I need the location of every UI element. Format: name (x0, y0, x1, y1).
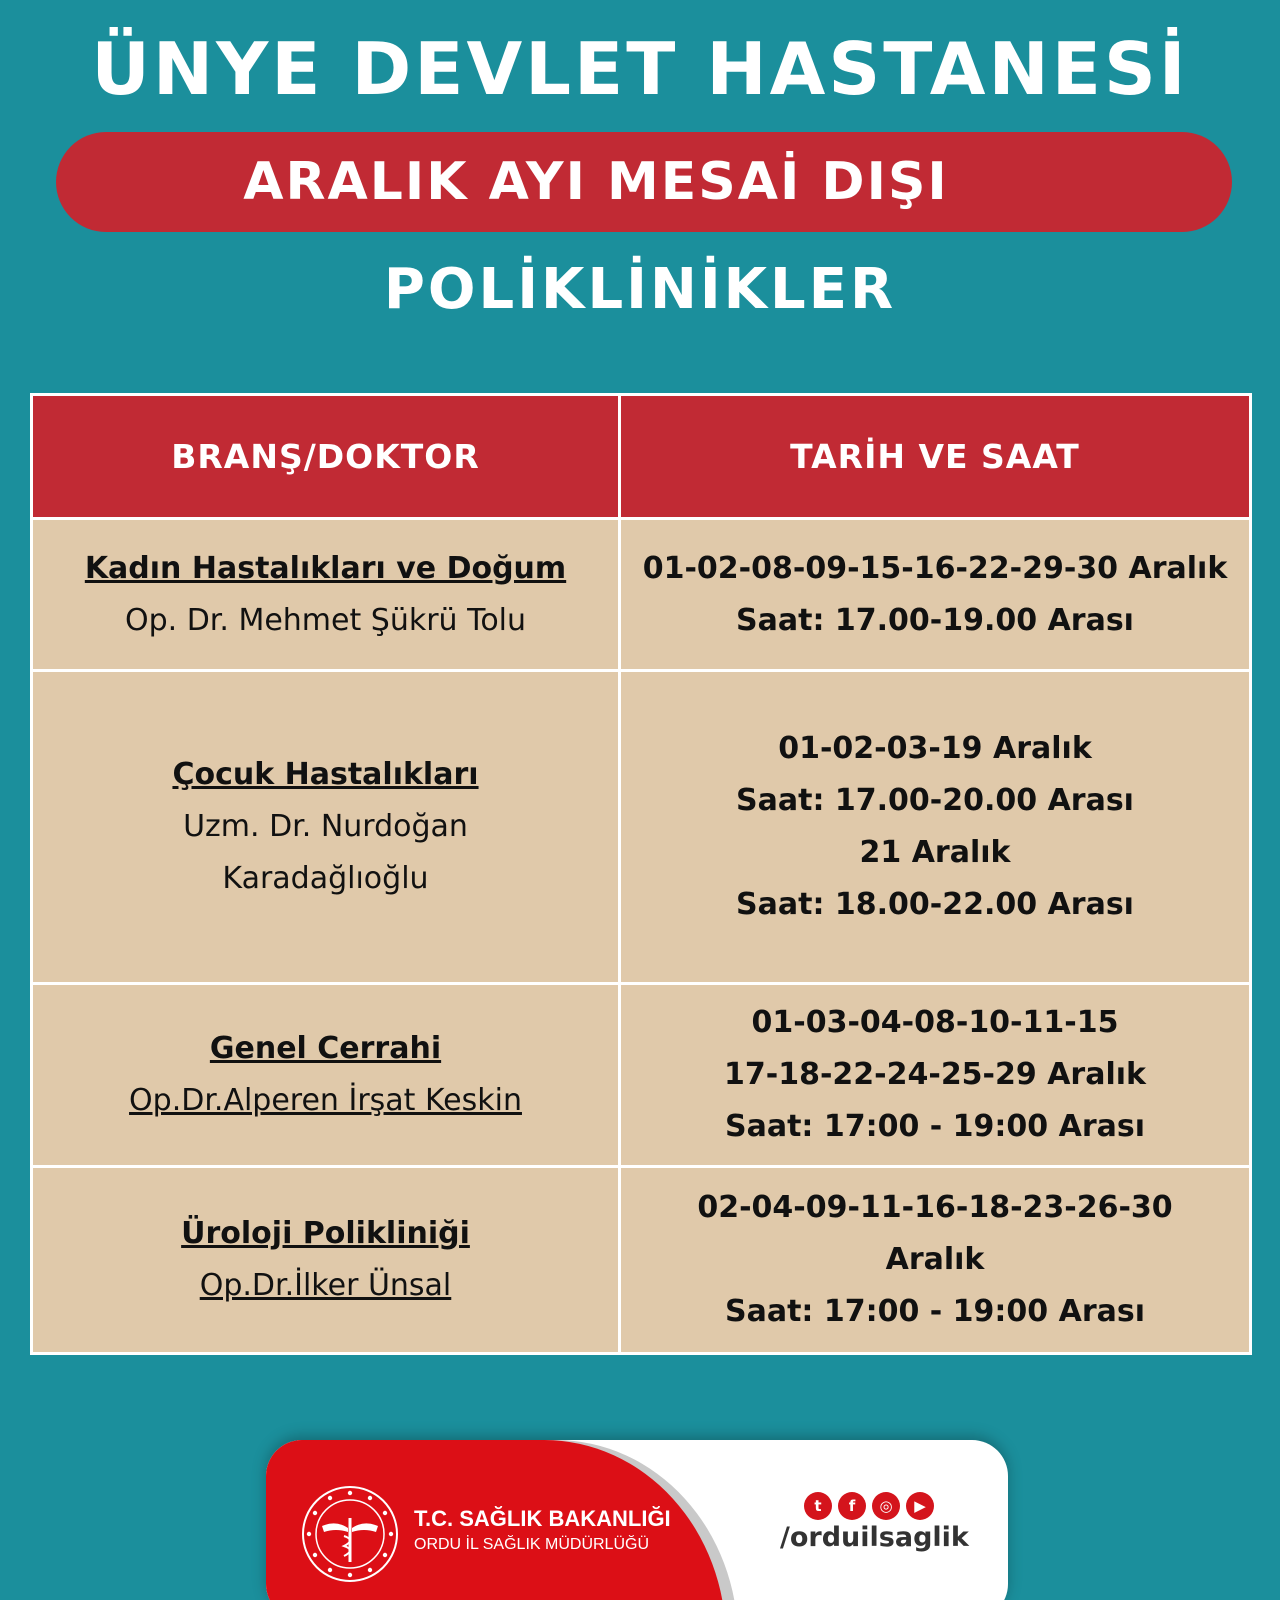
table-row (32, 984, 1251, 1167)
schedule-table (30, 393, 1252, 1355)
social-icons (804, 1492, 934, 1520)
table-row (32, 519, 1251, 671)
table-header-row (32, 395, 1251, 519)
facebook-icon[interactable]: f (838, 1492, 866, 1520)
column-header-branch: BRANŞ/DOKTOR (32, 395, 620, 519)
youtube-icon[interactable]: ▶ (906, 1492, 934, 1520)
schedule-dates: 01-02-08-09-15-16-22-29-30 Aralık (642, 550, 1228, 586)
ministry-emblem-icon (300, 1484, 400, 1584)
hospital-title: ÜNYE DEVLET HASTANESİ (91, 27, 1189, 111)
table-row (32, 1167, 1251, 1354)
schedule-hours: Saat: 17.00-19.00 Arası (736, 602, 1134, 638)
branch-name: Çocuk Hastalıkları (172, 757, 479, 792)
branch-name: Üroloji Polikliniği (181, 1216, 470, 1251)
schedule-cell (620, 984, 1251, 1167)
doctor-name-cont: Karadağlıoğlu (222, 861, 429, 896)
schedule-cell (620, 1167, 1251, 1354)
branch-cell (32, 519, 620, 671)
banner-text: ARALIK AYI MESAİ DIŞI (243, 152, 949, 212)
schedule-dates: 02-04-09-11-16-18-23-26-30 (697, 1190, 1173, 1225)
instagram-icon[interactable]: ◎ (872, 1492, 900, 1520)
banner-pill (56, 132, 1232, 232)
schedule-hours: Saat: 17.00-20.00 Arası (736, 783, 1134, 818)
doctor-name: Op.Dr.İlker Ünsal (199, 1268, 452, 1303)
branch-name: Genel Cerrahi (209, 1031, 442, 1066)
schedule-dates: 21 Aralık (859, 835, 1011, 870)
directorate-name: ORDU İL SAĞLIK MÜDÜRLÜĞÜ (414, 1536, 649, 1553)
schedule-hours: Saat: 18.00-22.00 Arası (736, 887, 1134, 922)
schedule-cell (620, 519, 1251, 671)
table-row (32, 671, 1251, 984)
branch-cell (32, 984, 620, 1167)
ministry-footer-card (266, 1440, 1008, 1600)
schedule-dates: 17-18-22-24-25-29 Aralık (724, 1057, 1146, 1092)
social-handle[interactable]: /orduilsaglik (780, 1522, 969, 1553)
column-header-schedule: TARİH VE SAAT (620, 395, 1251, 519)
doctor-name: Op.Dr.Alperen İrşat Keskin (129, 1083, 522, 1118)
schedule-cell (620, 671, 1251, 984)
schedule-dates: 01-02-03-19 Aralık (778, 731, 1092, 766)
doctor-name: Op. Dr. Mehmet Şükrü Tolu (124, 602, 527, 638)
doctor-name: Uzm. Dr. Nurdoğan (183, 809, 468, 844)
schedule-dates: 01-03-04-08-10-11-15 (751, 1005, 1119, 1040)
schedule-hours: Saat: 17:00 - 19:00 Arası (724, 1109, 1146, 1144)
ministry-name: T.C. SAĞLIK BAKANLIĞI (414, 1506, 671, 1531)
schedule-dates: Aralık (885, 1242, 985, 1277)
branch-cell (32, 1167, 620, 1354)
schedule-hours: Saat: 17:00 - 19:00 Arası (724, 1294, 1146, 1329)
twitter-icon[interactable]: t (804, 1492, 832, 1520)
branch-cell (32, 671, 620, 984)
branch-name: Kadın Hastalıkları ve Doğum (84, 550, 567, 586)
page-subtitle: POLİKLİNİKLER (383, 257, 897, 322)
